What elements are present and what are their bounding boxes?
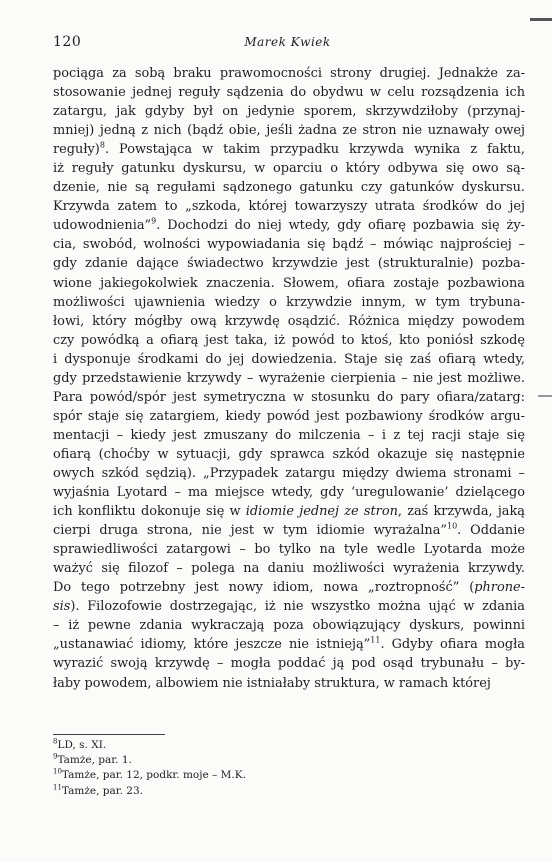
text-line: spór staje się zatargiem, kiedy powód jest pozbawiony środków argu- [53, 408, 525, 424]
text-line: reguły)$^8$. Powstająca w takim przypadku krzywda wynika z faktu, [53, 140, 525, 158]
footnotes [53, 734, 353, 799]
footnote-text: Tamże, par. 1. [57, 754, 132, 767]
text-line: ofiarą (choćby w sytuacji, gdy sprawca szkód okazuje się następnie [53, 446, 525, 462]
text-line: zatargu, jak gdyby był on jedynie sporem, skrzywdziłoby (przynaj- [53, 104, 525, 120]
text-line: cia, swobód, wolności wypowiadania się bądź – mówiąc najprościej – [53, 237, 525, 253]
text-line: iż reguły gatunku dyskursu, w oparciu o który odbywa się owo są- [53, 161, 525, 177]
footnote-mark: 8 [53, 737, 58, 746]
text-line: ważyć się filozof – polega na daniu możliwości wyrażenia krzywdy. [53, 561, 525, 577]
footnote-text: Tamże, par. 12, podkr. moje – M.K. [61, 769, 246, 782]
footnote-ref: 10 [446, 521, 458, 531]
footnote [53, 768, 353, 783]
text-line: mentacji – kiedy jest zmuszany do milczenia – i z tej racji staje się [53, 427, 525, 443]
text-line: możliwości ujawnienia wiedzy o krzywdzie innym, w tym trybuna- [53, 294, 525, 310]
text-line: stosowanie jednej reguły sądzenia do obydwu w celu rozsądzenia ich [53, 85, 525, 101]
emphasis: sis [53, 599, 71, 615]
footnote-mark: 11 [53, 783, 62, 792]
footnote-text: LD, s. XI. [57, 739, 107, 751]
text-line: Para powód/spór jest symetryczna w stosunku do pary ofiara/zatarg: [53, 389, 525, 405]
text-line: łowi, który mógłby ową krzywdę osądzić. Różnica między powodem [53, 313, 525, 329]
footnote [53, 738, 353, 753]
text-line: czy powódką a ofiarą jest taka, iż powód to ktoś, kto poniósł szkodę [53, 332, 525, 348]
text-line: ich konfliktu dokonuje się w idiomie jednej ze stron, zaś krzywda, jaką [53, 504, 525, 520]
text-line: gdy przedstawienie krzywdy – wyrażenie cierpienia – nie jest możliwe. [53, 370, 525, 386]
text-line: „ustanawiać idiomy, które jeszcze nie istnieją”$^{11}$. Gdyby ofiara mogła [53, 636, 525, 653]
footnote-rule [53, 734, 165, 735]
page-number: 120 [53, 34, 82, 50]
text-line: cierpi druga strona, nie jest w tym idiomie wyrażalna”$^{10}$. Oddanie [53, 521, 525, 539]
footnote-mark: 9 [53, 752, 58, 761]
text-line: – iż pewne zdania wykraczają poza obowiązujący dyskurs, powinni [53, 618, 525, 634]
text-line: sis). Filozofowie dostrzegając, iż nie wszystko można ująć w zdania [53, 599, 525, 615]
footnote-ref: 8 [99, 140, 105, 150]
running-head: Marek Kwiek [244, 35, 331, 49]
text-line: owych szkód sędzią). „Przypadek zatargu między dwiema stronami – [53, 465, 525, 481]
text-line: gdy zdanie dające świadectwo krzywdzie jest (strukturalnie) pozba- [53, 256, 525, 272]
footnote-ref: 9 [151, 217, 157, 227]
text-line: wyjaśnia Lyotard – ma miejsce wtedy, gdy ‘uregulowanie’ dzielącego [53, 485, 525, 501]
text-line: łaby powodem, albowiem nie istniałaby struktura, w ramach której [53, 675, 491, 691]
page-edge-mark [530, 18, 552, 21]
text-line: mniej) jedną z nich (bądź obie, jeśli żadna ze stron nie uznawały owej [53, 123, 525, 139]
footnote-mark: 10 [53, 767, 62, 776]
text-line: dzenie, nie są regułami sądzonego gatunku czy gatunków dyskursu. [53, 180, 525, 196]
footnote-text: Tamże, par. 23. [61, 784, 143, 797]
text-line: wione jakiegokolwiek znaczenia. Słowem, ofiara zostaje pozbawiona [53, 275, 525, 291]
footnote-ref: 11 [370, 636, 381, 646]
body-text [53, 64, 525, 693]
text-line: wyrazić swoją krzywdę – mogła poddać ją pod osąd trybunału – by- [53, 656, 525, 672]
footnote [53, 784, 353, 799]
footnote [53, 753, 353, 768]
text-line: udowodnienia”$^9$. Dochodzi do niej wtedy, gdy ofiarę pozbawia się ży- [53, 217, 525, 234]
text-line: sprawiedliwości zatargowi – bo tylko na tyle wedle Lyotarda może [53, 542, 525, 558]
emphasis: phrone- [474, 580, 525, 596]
text-line: Krzywda zatem to „szkoda, której towarzyszy utrata środków do jej [53, 199, 525, 215]
page-header [53, 34, 522, 58]
text-line: pociąga za sobą braku prawomocności strony drugiej. Jednakże za- [53, 66, 525, 81]
text-line: i dysponuje środkami do jej dowiedzenia. Staje się zaś ofiarą wtedy, [53, 351, 525, 367]
text-line: Do tego potrzebny jest nowy idiom, nowa „roztropność” (phrone- [53, 580, 525, 596]
emphasis: idiomie jednej ze stron [245, 504, 398, 520]
page-edge-mark [538, 395, 552, 397]
